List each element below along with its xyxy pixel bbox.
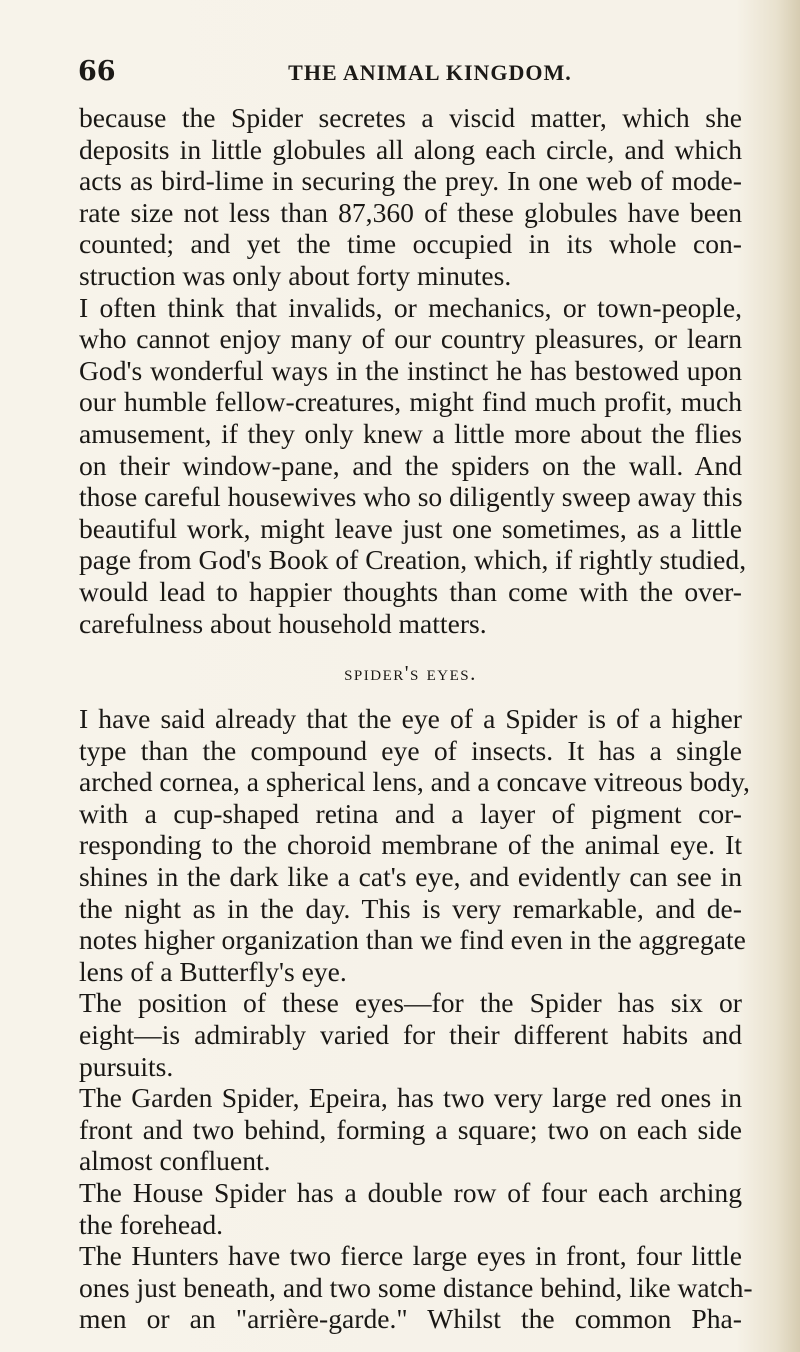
text-line: The Garden Spider, Epeira, has two very large red ones in (79, 1082, 742, 1114)
text-line: our humble fellow-creatures, might find much profit, much (79, 386, 742, 418)
text-line: front and two behind, forming a square; two on each side (79, 1113, 742, 1145)
paragraph-2 (79, 291, 747, 640)
text-line: page from God's Book of Creation, which, if rightly studied, (79, 544, 747, 576)
text-line: type than the compound eye of insects. It has a single (79, 734, 742, 766)
paragraph-5 (79, 1082, 742, 1177)
text-line: amusement, if they only knew a little more about the flies (79, 417, 742, 449)
text-line: eight—is admirably varied for their different habits and (79, 1019, 742, 1051)
text-line: carefulness about household matters. (79, 607, 487, 639)
section-heading: spider's eyes. (344, 661, 477, 686)
text-line: acts as bird-lime in securing the prey. In one web of mode- (79, 165, 742, 197)
paragraph-1 (79, 102, 742, 292)
paragraph-4 (79, 987, 742, 1082)
text-line: because the Spider secretes a viscid matter, which she (79, 102, 742, 133)
text-line: ones just beneath, and two some distance behind, like watch- (79, 1271, 753, 1303)
text-line: I have said already that the eye of a Spider is of a higher (79, 703, 742, 735)
text-line: pursuits. (79, 1050, 174, 1082)
text-line: struction was only about forty minutes. (79, 259, 512, 291)
text-line: counted; and yet the time occupied in its whole con- (79, 228, 742, 260)
text-line: almost confluent. (79, 1145, 271, 1177)
text-line: with a cup-shaped retina and a layer of pigment cor- (79, 797, 742, 829)
page-number: 66 (78, 56, 116, 87)
text-line: who cannot enjoy many of our country pleasures, or learn (79, 323, 742, 355)
text-line: shines in the dark like a cat's eye, and evidently can see in (79, 861, 742, 893)
text-line: arched cornea, a spherical lens, and a concave vitreous body, (79, 766, 750, 798)
text-line: would lead to happier thoughts than come with the over- (79, 575, 742, 607)
text-line: on their window-pane, and the spiders on the wall. And (79, 449, 742, 481)
text-line: responding to the choroid membrane of the animal eye. It (79, 829, 742, 861)
text-line: notes higher organization than we find even in the aggregate (79, 924, 746, 956)
text-line: I often think that invalids, or mechanics, or town-people, (79, 291, 742, 323)
paragraph-6 (79, 1177, 742, 1240)
body-text (79, 102, 753, 1335)
text-line: men or an "arrière-garde." Whilst the common Pha- (79, 1303, 742, 1335)
text-line: beautiful work, might leave just one sometimes, as a little (79, 512, 742, 544)
running-head: THE ANIMAL KINGDOM. (288, 60, 572, 85)
paragraph-7 (79, 1240, 753, 1335)
paragraph-3 (79, 703, 750, 987)
text-line: deposits in little globules all along each circle, and which (79, 133, 742, 165)
text-line: the forehead. (79, 1208, 224, 1240)
text-line: rate size not less than 87,360 of these globules have been (79, 196, 742, 228)
text-line: those careful housewives who so diligently sweep away this (79, 481, 743, 513)
text-line: The position of these eyes—for the Spider has six or (79, 987, 742, 1019)
text-line: the night as in the day. This is very remarkable, and de- (79, 892, 742, 924)
text-line: lens of a Butterfly's eye. (79, 955, 347, 987)
text-line: The Hunters have two fierce large eyes in front, four little (79, 1240, 742, 1272)
text-line: The House Spider has a double row of four each arching (79, 1177, 742, 1208)
text-line: God's wonderful ways in the instinct he has bestowed upon (79, 354, 742, 386)
